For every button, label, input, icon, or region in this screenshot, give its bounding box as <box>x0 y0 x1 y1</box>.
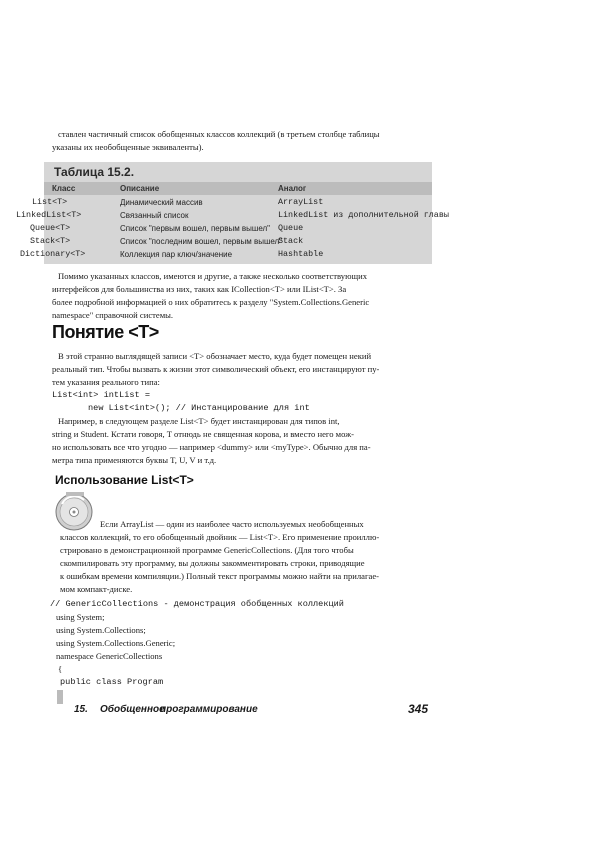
cell-analog: LinkedList из дополнительной главы <box>278 210 449 220</box>
cell-analog: ArrayList <box>278 197 324 207</box>
table-row <box>32 196 432 209</box>
footer-chapter-number: 15. <box>74 704 88 715</box>
cell-class: Stack<T> <box>30 236 71 246</box>
para1-line-3: более подробной информацией о них обратитесь к разделу "System.Collections.Generic <box>52 297 370 307</box>
cell-analog: Queue <box>278 223 304 233</box>
code1-line-1: List<int> intList = <box>52 390 150 400</box>
para4-line-2: классов коллекций, то его обобщенный двойник — List<T>. Его применение проиллю- <box>60 532 380 542</box>
header-class: Класс <box>52 184 76 193</box>
cell-description: Динамический массив <box>120 198 203 207</box>
para2-line-2: реальный тип. Чтобы вызвать к жизни этот символический объект, его инстанцируют пу- <box>52 364 380 374</box>
para4-line-1: Если ArrayList — один из наиболее часто используемых необобщенных <box>100 519 364 529</box>
para2-line-3: тем указания реального типа: <box>52 377 160 387</box>
header-analog: Аналог <box>278 184 307 193</box>
code2-line-6: { <box>58 664 63 674</box>
code2-line-1: // GenericCollections - демонстрация обобщенных коллекций <box>50 599 344 609</box>
cell-class: LinkedList<T> <box>16 210 82 220</box>
cell-analog: Hashtable <box>278 249 324 259</box>
table-row <box>30 222 432 235</box>
code2-line-5: namespace GenericCollections <box>56 651 163 661</box>
footer-chapter-word-1: Обобщенное <box>100 704 165 715</box>
collections-table <box>16 162 449 264</box>
para4-line-5: к ошибкам времени компиляции.) Полный текст программы можно найти на прилагае- <box>60 571 379 581</box>
subsection-title: Использование List<T> <box>55 473 194 487</box>
section-title: Понятие <T> <box>52 322 159 342</box>
para1-line-1: Помимо указанных классов, имеются и другие, а также несколько соответствующих <box>58 271 368 281</box>
para3-line-1: Например, в следующем разделе List<T> будет инстанцирован для типов int, <box>58 416 340 426</box>
table-row <box>20 248 432 261</box>
cd-disc-icon <box>54 490 94 532</box>
table-caption: Таблица 15.2. <box>54 165 135 179</box>
code2-line-7: public class Program <box>60 677 164 687</box>
table-row <box>16 209 449 222</box>
para3-line-2: string и Student. Кстати говоря, T отнюдь не священная корова, и вместо него мож- <box>52 429 354 439</box>
para3-line-3: но использовать все что угодно — например <dummy> или <myType>. Обычно для па- <box>52 442 371 452</box>
intro-line-1: ставлен частичный список обобщенных классов коллекций (в третьем столбце таблицы <box>58 129 380 139</box>
cell-description: Список "последним вошел, первым вышел" <box>120 237 283 246</box>
cell-class: List<T> <box>32 197 68 207</box>
para2-line-1: В этой странно выглядящей записи <T> обозначает место, куда будет помещен некий <box>58 351 372 361</box>
cell-class: Dictionary<T> <box>20 249 86 259</box>
table-row <box>30 235 432 248</box>
code1-line-2: new List<int>(); // Инстанцирование для int <box>88 403 310 413</box>
cell-description: Связанный список <box>120 211 189 220</box>
code2-line-3: using System.Collections; <box>56 625 146 635</box>
para1-line-2: интерфейсов для большинства из них, таких как ICollection<T> или IList<T>. За <box>52 284 347 294</box>
table-header <box>44 182 432 195</box>
page-number: 345 <box>408 702 429 716</box>
code2-line-4: using System.Collections.Generic; <box>56 638 176 648</box>
para3-line-4: метра типа применяются буквы T, U, V и т.д. <box>52 455 217 465</box>
cell-description: Коллекция пар ключ/значение <box>120 250 233 259</box>
text-cursor <box>57 690 63 704</box>
para4-line-3: стрировано в демонстрационной программе GenericCollections. (Для того чтобы <box>60 545 354 555</box>
footer-chapter-word-2: программирование <box>160 704 258 715</box>
para4-line-6: мом компакт-диске. <box>60 584 133 594</box>
cell-description: Список "первым вошел, первым вышел" <box>120 224 271 233</box>
header-description: Описание <box>120 184 160 193</box>
cell-class: Queue<T> <box>30 223 71 233</box>
para1-line-4: namespace" справочной системы. <box>52 310 174 320</box>
code2-line-2: using System; <box>56 612 105 622</box>
intro-line-2: указаны их необобщенные эквиваленты). <box>52 142 204 152</box>
cell-analog: Stack <box>278 236 304 246</box>
para4-line-4: скомпилировать эту программу, вы должны закомментировать строки, приводящие <box>60 558 365 568</box>
